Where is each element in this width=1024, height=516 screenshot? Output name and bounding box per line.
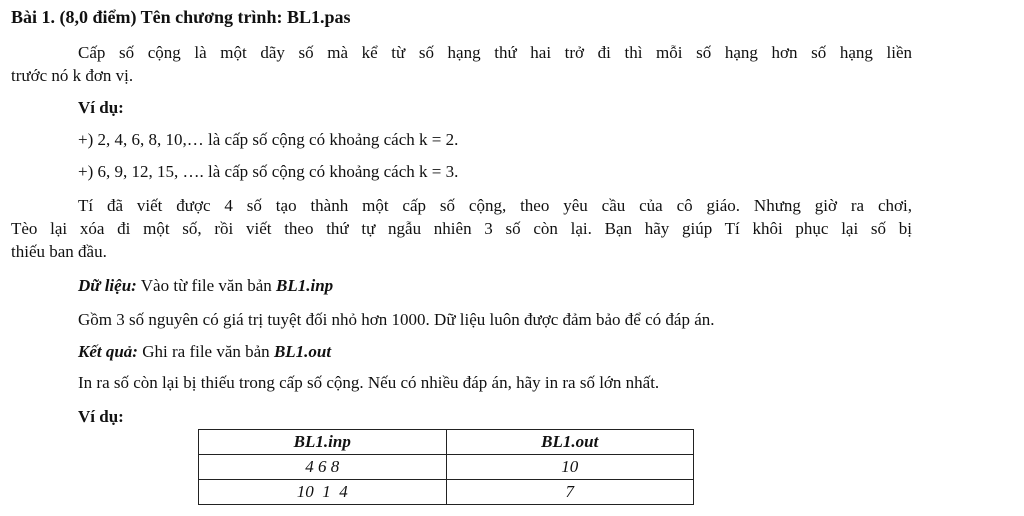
table-cell-input: 4 6 8	[199, 455, 447, 480]
table-cell-input: 10 1 4	[199, 480, 447, 505]
table-row	[199, 480, 694, 505]
problem-title: Bài 1. (8,0 điểm) Tên chương trình: BL1.pas	[11, 7, 351, 27]
example-io-table	[198, 429, 694, 505]
input-text: Vào từ file văn bản	[136, 276, 277, 295]
input-description: Gồm 3 số nguyên có giá trị tuyệt đối nhỏ hơn 1000. Dữ liệu luôn được đảm bảo để có đáp án.	[78, 310, 715, 329]
story-line-2: Tèo lại xóa đi một số, rồi viết theo thứ tự ngẫu nhiên 3 số còn lại. Bạn hãy giúp Tí khôi phục lại số bị	[11, 219, 912, 238]
output-description: In ra số còn lại bị thiếu trong cấp số cộng. Nếu có nhiều đáp án, hãy in ra số lớn nhất.	[78, 373, 660, 392]
table-cell-output: 10	[446, 455, 694, 480]
intro-line-1: Cấp số cộng là một dãy số mà kể từ số hạng thứ hai trở đi thì mỗi số hạng hơn số hạng liền	[78, 43, 912, 62]
table-row	[199, 455, 694, 480]
input-file-name: BL1.inp	[276, 276, 334, 295]
output-label: Kết quả:	[78, 342, 138, 361]
story-line-3: thiếu ban đầu.	[11, 242, 107, 261]
table-header-input: BL1.inp	[199, 430, 447, 455]
table-header-row	[199, 430, 694, 455]
example-item-2: +) 6, 9, 12, 15, …. là cấp số cộng có khoảng cách k = 3.	[78, 162, 459, 181]
table-cell-output: 7	[446, 480, 694, 505]
input-label: Dữ liệu:	[78, 276, 137, 295]
output-spec-line	[78, 341, 331, 363]
example-item-1: +) 2, 4, 6, 8, 10,… là cấp số cộng có khoảng cách k = 2.	[78, 130, 459, 149]
output-text: Ghi ra file văn bản	[137, 342, 274, 361]
example-heading-2: Ví dụ:	[78, 407, 124, 426]
output-file-name: BL1.out	[273, 342, 332, 361]
example-heading-1: Ví dụ:	[78, 98, 124, 117]
intro-line-2: trước nó k đơn vị.	[11, 66, 134, 85]
input-spec-line	[78, 275, 333, 297]
story-line-1: Tí đã viết được 4 số tạo thành một cấp số cộng, theo yêu cầu của cô giáo. Nhưng giờ ra chơi,	[78, 196, 912, 215]
table-header-output: BL1.out	[446, 430, 694, 455]
